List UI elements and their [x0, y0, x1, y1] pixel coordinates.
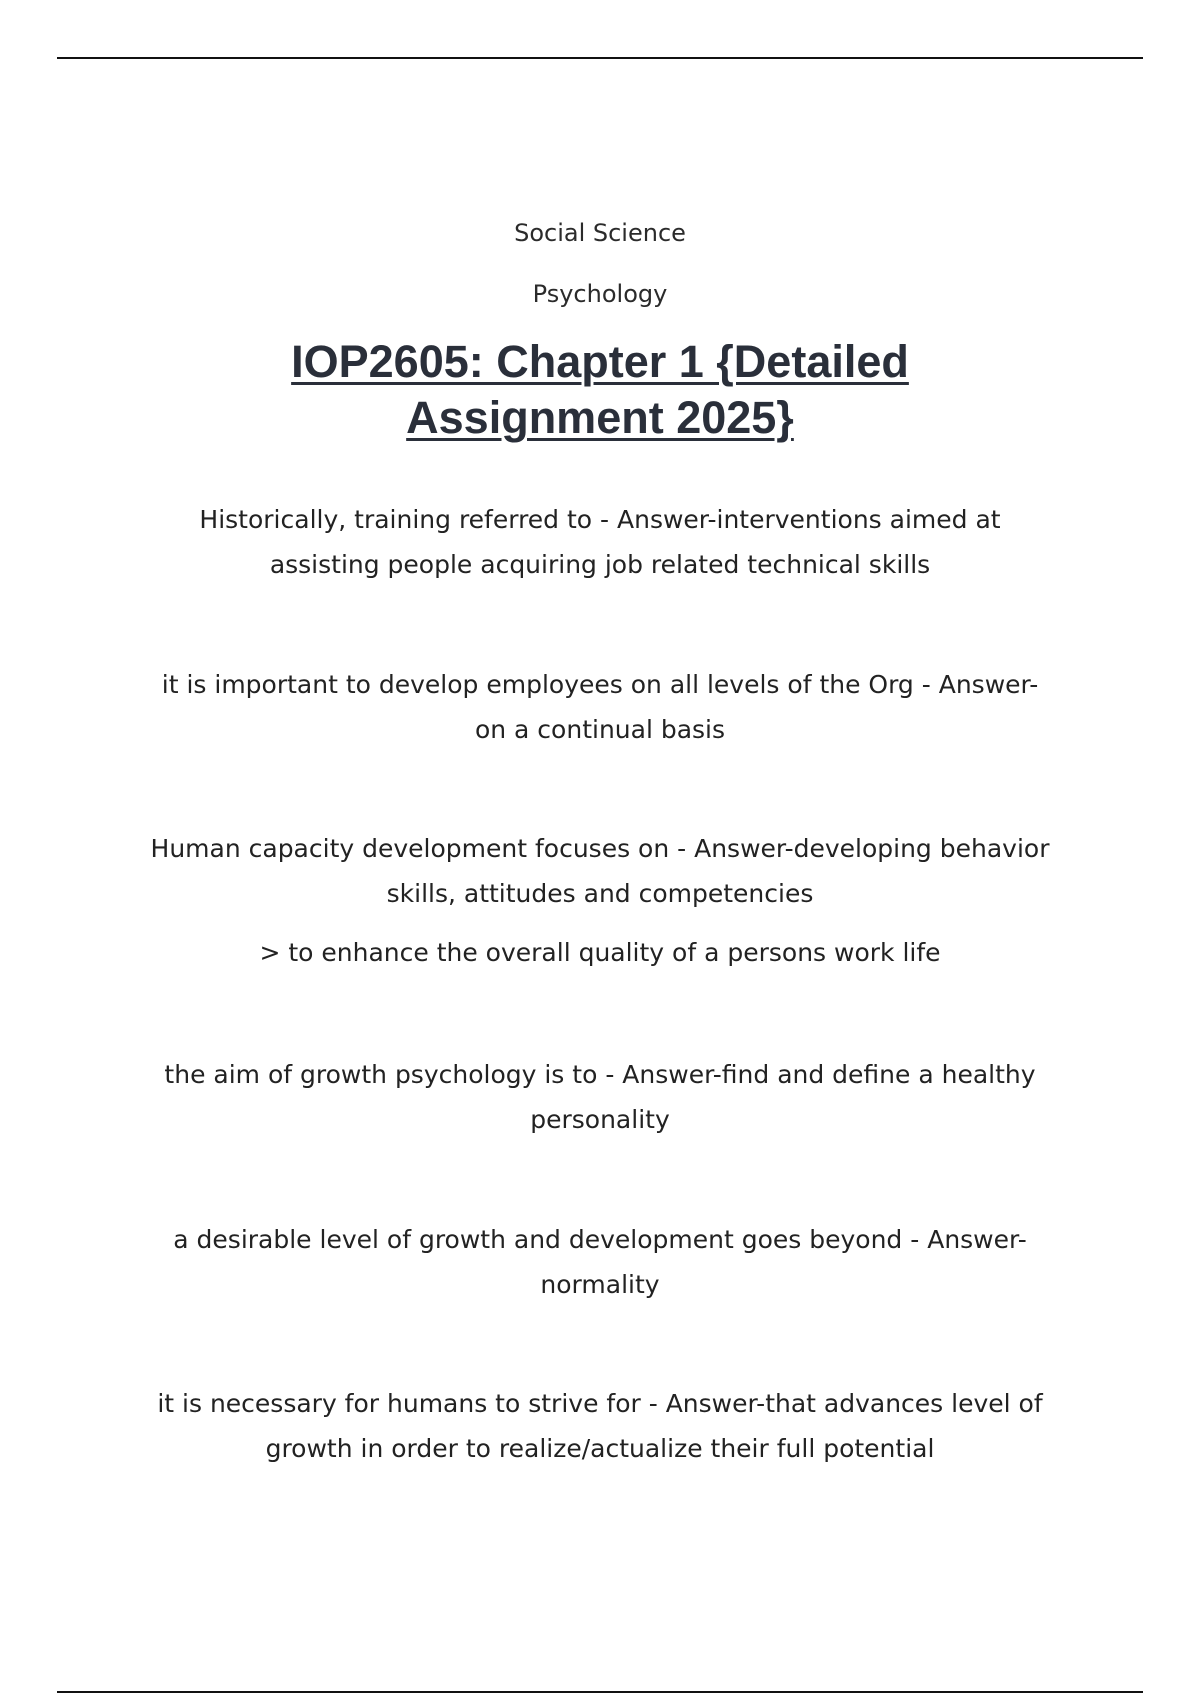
qa-item-6-line-1: it is necessary for humans to strive for - Answer-that advances level of — [157, 1389, 1043, 1418]
qa-item-4 — [100, 1052, 1100, 1142]
qa-item-2-line-2: on a continual basis — [474, 715, 726, 744]
qa-item-3-line-3: > to enhance the overall quality of a persons work life — [259, 938, 941, 967]
qa-item-5-line-2: normality — [540, 1270, 660, 1299]
category-label: Social Science — [514, 219, 686, 247]
qa-item-1-line-1: Historically, training referred to - Answer-interventions aimed at — [199, 505, 1001, 534]
qa-item-1-line-2: assisting people acquiring job related technical skills — [269, 550, 931, 579]
title-line-2: Assignment 2025} — [406, 392, 794, 443]
qa-item-3 — [100, 826, 1100, 975]
qa-item-2-line-1: it is important to develop employees on all levels of the Org - Answer- — [161, 670, 1039, 699]
qa-item-2 — [100, 662, 1100, 752]
qa-item-4-line-2: personality — [530, 1105, 670, 1134]
qa-item-6 — [100, 1381, 1100, 1471]
bottom-rule — [57, 1691, 1143, 1693]
title-line-1: IOP2605: Chapter 1 {Detailed — [291, 336, 909, 387]
document-title — [100, 334, 1100, 446]
qa-item-3-line-2: skills, attitudes and competencies — [386, 879, 814, 908]
qa-item-6-line-2: growth in order to realize/actualize their full potential — [265, 1434, 935, 1463]
qa-item-1 — [100, 497, 1100, 587]
top-rule — [57, 57, 1143, 59]
qa-item-5-line-1: a desirable level of growth and development goes beyond - Answer- — [173, 1225, 1027, 1254]
qa-item-5 — [100, 1217, 1100, 1307]
qa-item-4-line-1: the aim of growth psychology is to - Answer-find and define a healthy — [164, 1060, 1036, 1089]
qa-item-3-line-1: Human capacity development focuses on - Answer-developing behavior — [150, 834, 1050, 863]
subcategory-label: Psychology — [532, 280, 668, 308]
